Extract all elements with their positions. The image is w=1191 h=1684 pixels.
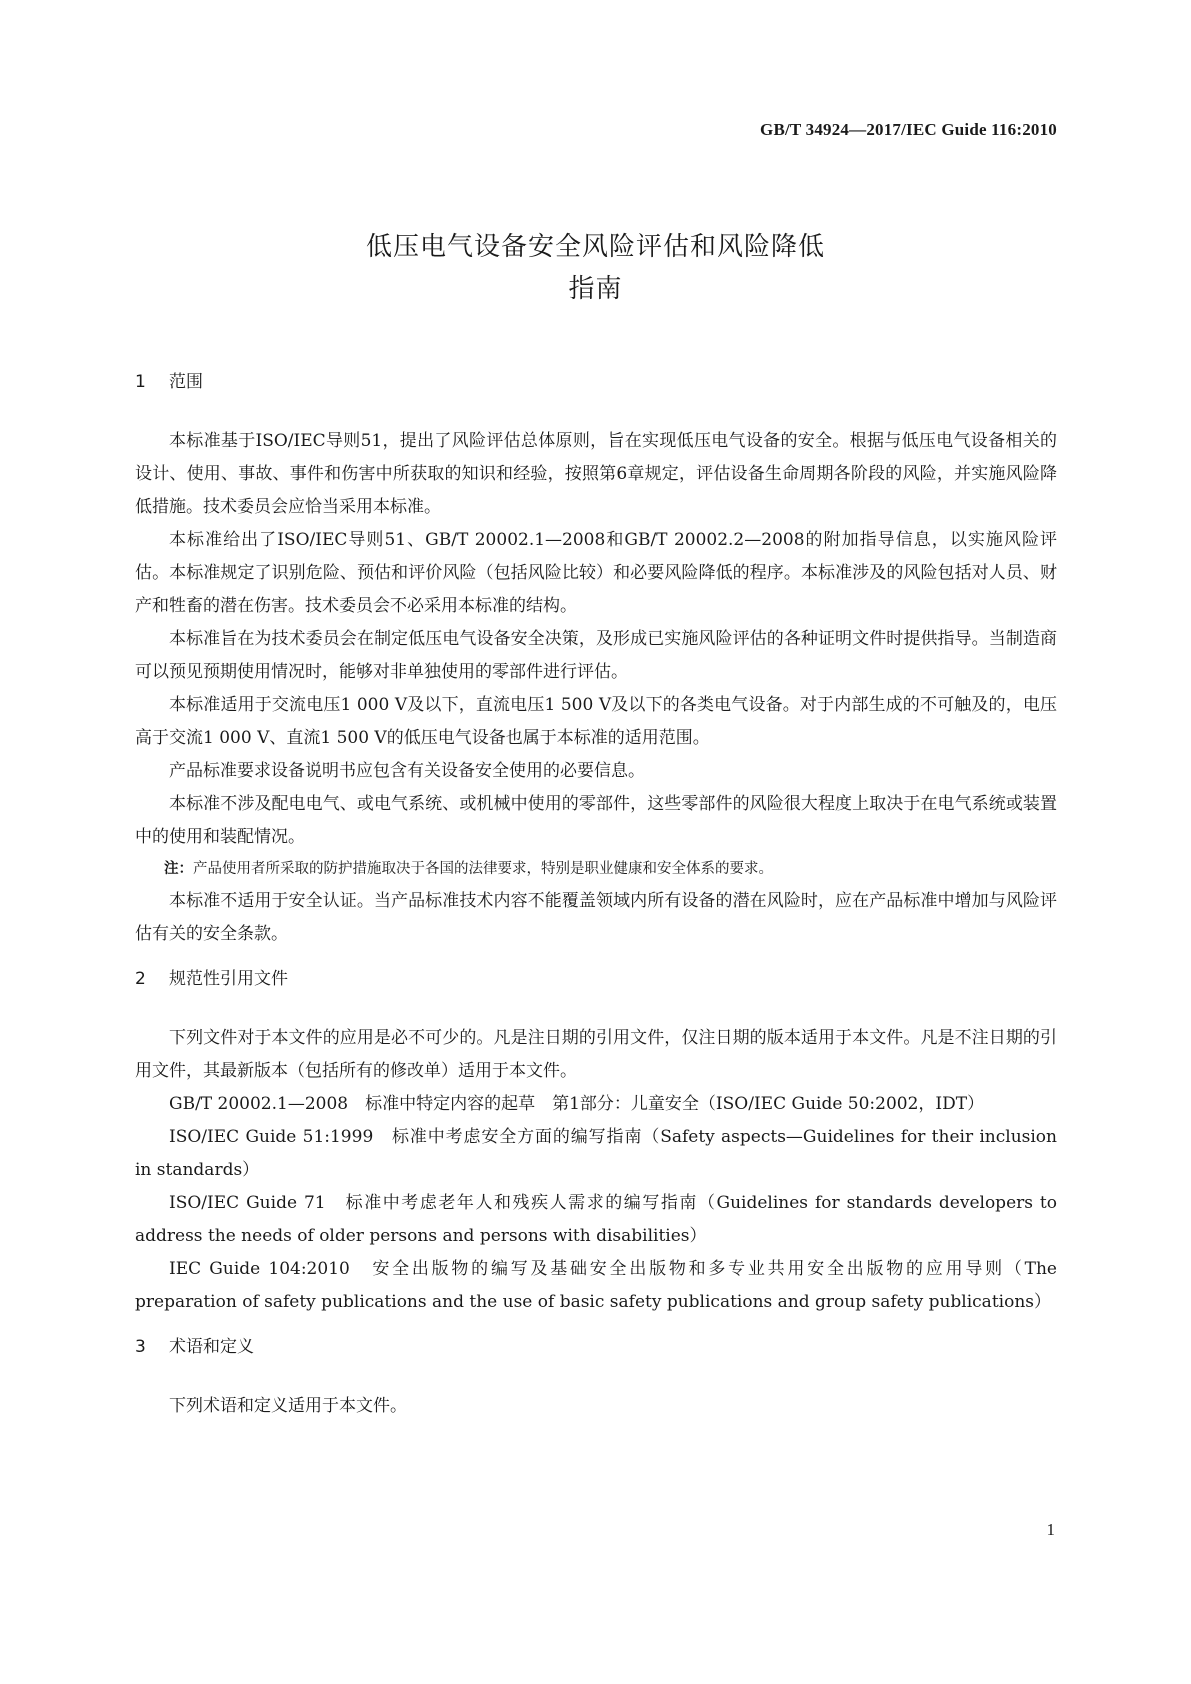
paragraph: 下列术语和定义适用于本文件。 [169, 1396, 407, 1416]
paragraph: 本标准适用于交流电压1 000 V及以下，直流电压1 500 V及以下的各类电气设备。对于内部生成的不可触及的，电压高于交流1 000 V、直流1 500 V的低压电气设备也属于本标准的适用范围。 [135, 695, 1057, 748]
paragraph: 本标准基于ISO/IEC导则51，提出了风险评估总体原则，旨在实现低压电气设备的安全。根据与低压电气设备相关的设计、使用、事故、事件和伤害中所获取的知识和经验，按照第6章规定，评估设备生命周期各阶段的风险，并实施风险降低措施。技术委员会应恰当采用本标准。 [135, 431, 1057, 517]
section-heading-normative-references [135, 963, 1057, 996]
note-label: 注： [164, 861, 193, 877]
section-number: 1 [135, 372, 146, 392]
reference-item: GB/T 20002.1—2008 标准中特定内容的起草 第1部分：儿童安全（ISO/IEC Guide 50:2002，IDT） [169, 1094, 985, 1114]
standard-number-header: GB/T 34924—2017/IEC Guide 116:2010 [760, 120, 1057, 139]
note [135, 854, 1057, 885]
section-heading-scope [135, 366, 1057, 399]
note-text: 产品使用者所采取的防护措施取决于各国的法律要求，特别是职业健康和安全体系的要求。 [193, 861, 773, 877]
section-title: 范围 [169, 372, 203, 392]
reference-item: ISO/IEC Guide 71 标准中考虑老年人和残疾人需求的编写指南（Guidelines for standards developers to address the needs of older persons and persons with disabilities） [135, 1193, 1057, 1246]
page-number: 1 [1046, 1520, 1055, 1539]
section-heading-terms [135, 1331, 1057, 1364]
section-number: 2 [135, 969, 146, 989]
paragraph: 产品标准要求设备说明书应包含有关设备安全使用的必要信息。 [169, 761, 645, 781]
section-number: 3 [135, 1337, 146, 1357]
paragraph: 下列文件对于本文件的应用是必不可少的。凡是注日期的引用文件，仅注日期的版本适用于本文件。凡是不注日期的引用文件，其最新版本（包括所有的修改单）适用于本文件。 [135, 1028, 1057, 1081]
document-title [0, 226, 1191, 310]
paragraph: 本标准不适用于安全认证。当产品标准技术内容不能覆盖领域内所有设备的潜在风险时，应在产品标准中增加与风险评估有关的安全条款。 [135, 891, 1057, 944]
title-line-2: 指南 [568, 274, 623, 304]
reference-item: IEC Guide 104:2010 安全出版物的编写及基础安全出版物和多专业共用安全出版物的应用导则（The preparation of safety publications and the use of basic safety publications and group safety publications） [135, 1259, 1057, 1312]
reference-item: ISO/IEC Guide 51:1999 标准中考虑安全方面的编写指南（Safety aspects—Guidelines for their inclusion in standards） [135, 1127, 1057, 1180]
document-body [135, 366, 1057, 1423]
paragraph: 本标准不涉及配电电气、或电气系统、或机械中使用的零部件，这些零部件的风险很大程度上取决于在电气系统或装置中的使用和装配情况。 [135, 794, 1057, 847]
paragraph: 本标准给出了ISO/IEC导则51、GB/T 20002.1—2008和GB/T 20002.2—2008的附加指导信息，以实施风险评估。本标准规定了识别危险、预估和评价风险（包括风险比较）和必要风险降低的程序。本标准涉及的风险包括对人员、财产和牲畜的潜在伤害。技术委员会不必采用本标准的结构。 [135, 530, 1057, 616]
title-line-1: 低压电气设备安全风险评估和风险降低 [365, 232, 825, 262]
section-title: 规范性引用文件 [169, 969, 288, 989]
section-title: 术语和定义 [169, 1337, 254, 1357]
paragraph: 本标准旨在为技术委员会在制定低压电气设备安全决策，及形成已实施风险评估的各种证明文件时提供指导。当制造商可以预见预期使用情况时，能够对非单独使用的零部件进行评估。 [135, 629, 1057, 682]
